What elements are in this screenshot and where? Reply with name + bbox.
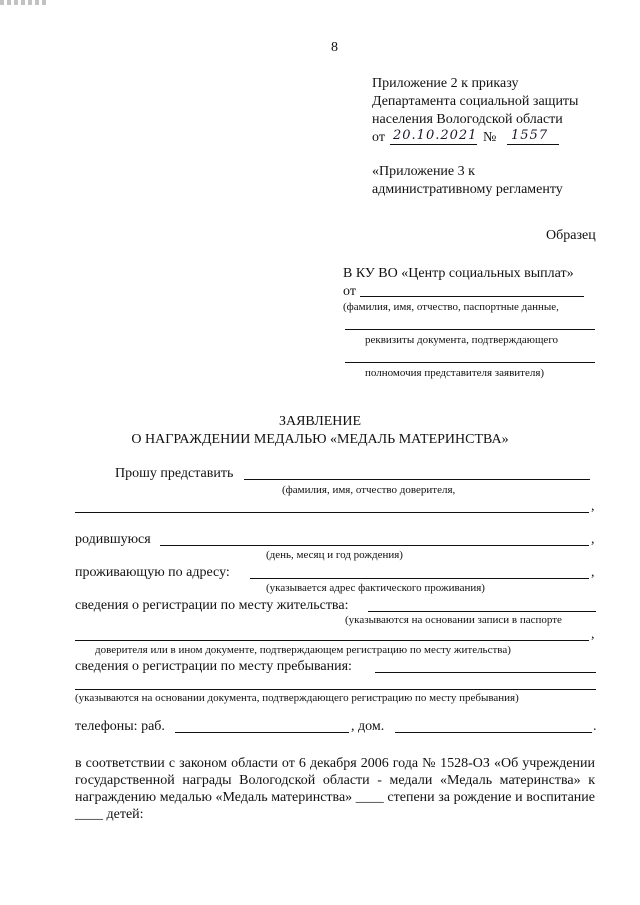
work-phone-line [175,732,349,733]
addressee-line-3 [345,362,595,363]
addressee-from-line [360,296,584,297]
appendix-line-2: Департамента социальной защиты [372,94,579,109]
document-title: ЗАЯВЛЕНИЕ [278,414,362,429]
reg-stay-line-2 [75,689,596,690]
home-phone-label: , дом. [351,719,385,734]
reg-stay-line [375,672,596,673]
appendix-number-line [507,144,559,145]
reg-residence-line-2 [75,640,589,641]
addressee-from-label: от [343,284,356,299]
addressee-hint-1: (фамилия, имя, отчество, паспортные данные, [343,301,559,313]
appendix-line-1: Приложение 2 к приказу [372,76,519,91]
phones-period: . [593,719,597,734]
reg-residence-comma: , [591,627,595,642]
document-subtitle: О НАГРАЖДЕНИИ МЕДАЛЬЮ «МЕДАЛЬ МАТЕРИНСТВА» [131,432,509,447]
request-line-2 [75,512,589,513]
appendix3-line-1: «Приложение 3 к [372,164,475,179]
addressee-to: В КУ ВО «Центр социальных выплат» [343,266,574,281]
address-comma: , [591,565,595,580]
born-comma: , [591,532,595,547]
request-hint: (фамилия, имя, отчество доверителя, [282,484,456,496]
appendix-date-line [390,144,477,145]
reg-stay-hint: (указываются на основании документа, подтверждающего регистрацию по месту пребывания) [75,692,519,704]
request-label: Прошу представить [115,466,234,481]
reg-residence-label: сведения о регистрации по месту жительства: [75,598,349,613]
born-hint: (день, месяц и год рождения) [266,549,403,561]
phones-label: телефоны: раб. [75,719,165,734]
addressee-line-2 [345,329,595,330]
appendix3-line-2: административному регламенту [372,182,563,197]
addressee-hint-3: полномочия представителя заявителя) [365,367,545,379]
appendix-date-label: от [372,130,385,145]
appendix-date-handwritten: 20.10.2021 [393,128,478,143]
request-comma: , [591,499,595,514]
born-line [160,545,589,546]
reg-stay-label: сведения о регистрации по месту пребывания: [75,659,352,674]
reg-residence-hint-2: доверителя или в ином документе, подтверждающем регистрацию по месту жительства) [95,644,511,656]
appendix-line-3: населения Вологодской области [372,112,563,127]
reg-residence-hint-1: (указываются на основании записи в паспорте [345,614,562,626]
born-label: родившуюся [75,532,151,547]
request-line [244,479,590,480]
sample-label: Образец [546,228,596,243]
scan-artifact [0,0,46,5]
addressee-hint-2: реквизиты документа, подтверждающего [365,334,559,346]
address-label: проживающую по адресу: [75,565,230,580]
address-hint: (указывается адрес фактического проживания) [266,582,485,594]
home-phone-line [395,732,592,733]
appendix-number-handwritten: 1557 [511,128,549,143]
appendix-number-label: № [483,130,497,145]
law-paragraph: в соответствии с законом области от 6 декабря 2006 года № 1528-ОЗ «Об учреждении государственной награды Вологодской области - медали «Медаль материнства» к награждению медалью «Медаль материнства» ____ степени за рождение и воспитание ____ детей: [75,756,595,822]
reg-residence-line [368,611,596,612]
page-number: 8 [331,40,338,55]
address-line [250,578,589,579]
